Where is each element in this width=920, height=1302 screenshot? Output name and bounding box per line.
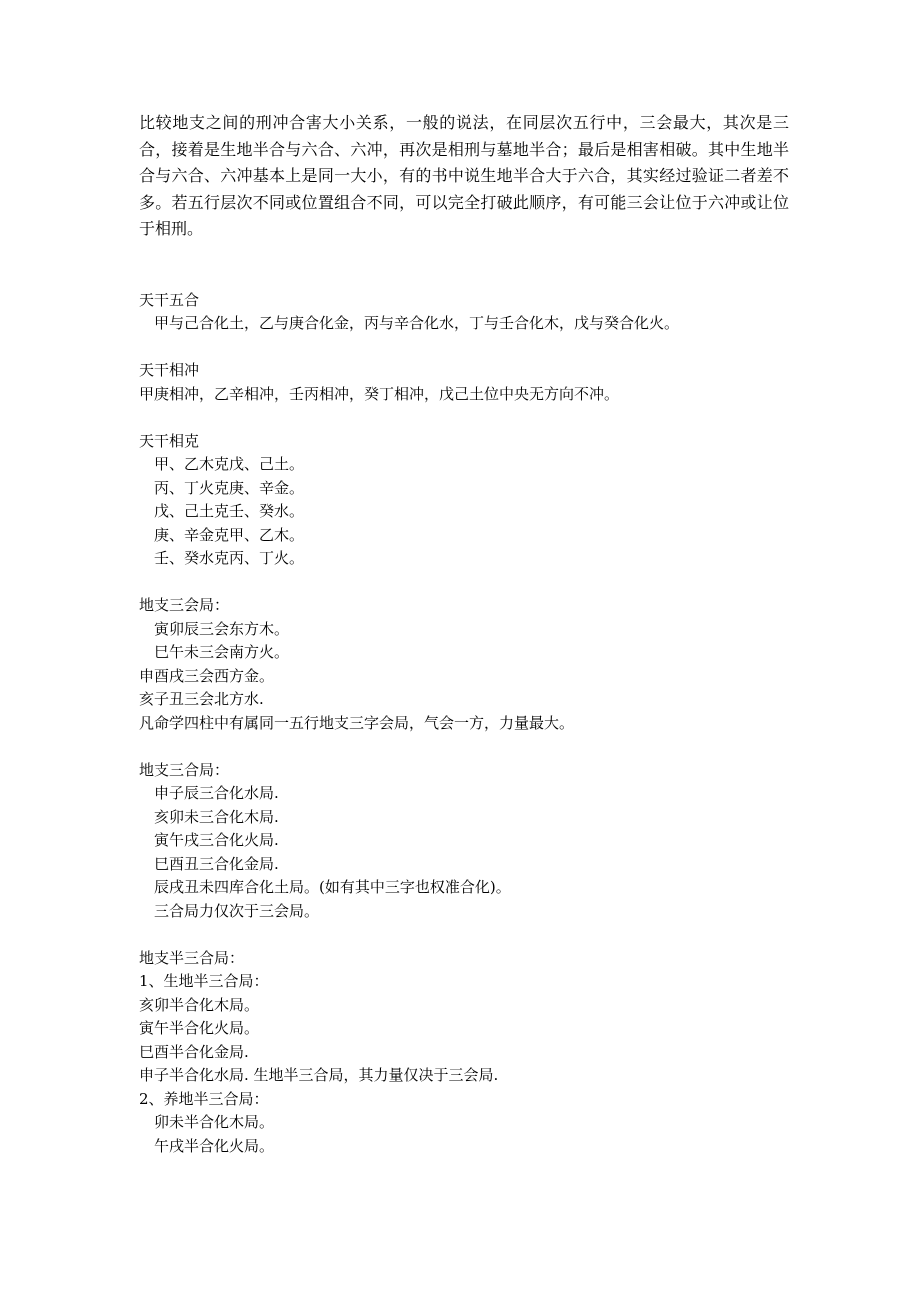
section-dizhi-sanhuiju: [139, 594, 789, 735]
section-title: 地支三合局：: [139, 760, 230, 779]
section-tiangan-wuhe: [139, 289, 789, 336]
section-line: 卯未半合化木局。: [154, 1113, 275, 1131]
section-title: 天干相冲: [139, 361, 200, 379]
spacer: [139, 735, 789, 759]
spacer: [139, 571, 789, 595]
section-line: 巳酉丑三合化金局.: [154, 854, 279, 873]
section-line: 寅午半合化火局。: [139, 1019, 260, 1037]
spacer: [139, 923, 789, 947]
section-line: 巳酉半合化金局.: [139, 1042, 249, 1061]
section-title: 地支半三合局：: [139, 948, 245, 967]
section-line: 甲与己合化土，乙与庚合化金，丙与辛合化水，丁与壬合化木，戊与癸合化火。: [154, 314, 680, 332]
section-line: 甲庚相冲，乙辛相冲，壬丙相冲，癸丁相冲，戊己土位中央无方向不冲。: [139, 384, 620, 403]
section-line: 1、生地半三合局：: [139, 972, 269, 990]
section-line: 戊、己土克壬、癸水。: [154, 502, 305, 520]
section-dizhi-bansanheju: [139, 947, 789, 1159]
spacer: [139, 406, 789, 430]
section-line: 辰戌丑未四库合化土局。(如有其中三字也权准合化)。: [154, 878, 511, 896]
section-line: 巳午未三会南方火。: [154, 643, 290, 661]
section-line: 三合局力仅次于三会局。: [154, 901, 320, 920]
section-line: 2、养地半三合局：: [139, 1089, 269, 1108]
section-line: 凡命学四柱中有属同一五行地支三字会局，气会一方，力量最大。: [139, 713, 575, 732]
section-tiangan-xiangke: [139, 430, 789, 571]
spacer: [139, 243, 789, 289]
section-title: 天干五合: [139, 290, 200, 309]
section-title: 天干相克: [139, 431, 200, 450]
section-line: 甲、乙木克戊、己土。: [154, 455, 305, 473]
intro-paragraph: 比较地支之间的刑冲合害大小关系，一般的说法，在同层次五行中，三会最大，其次是三合，接着是生地半合与六合、六冲，再次是相刑与墓地半合；最后是相害相破。其中生地半合与六合、六冲基本上是同一大小，有的书中说生地半合大于六合，其实经过验证二者差不多。若五行层次不同或位置组合不同，可以完全打破此顺序，有可能三会让位于六冲或让位于相刑。: [139, 113, 789, 238]
section-line: 申子辰三合化水局.: [154, 784, 279, 802]
section-line: 午戌半合化火局。: [154, 1136, 275, 1155]
section-line: 庚、辛金克甲、乙木。: [154, 525, 305, 544]
section-line: 申酉戌三会西方金。: [139, 666, 275, 685]
spacer: [139, 336, 789, 360]
section-tiangan-xiangchong: [139, 359, 789, 406]
section-line: 壬、癸水克丙、丁火。: [154, 549, 305, 567]
section-line: 亥卯未三合化木局.: [154, 807, 279, 826]
section-line: 申子半合化水局. 生地半三合局，其力量仅决于三会局.: [139, 1066, 499, 1084]
section-line: 寅卯辰三会东方木。: [154, 619, 290, 638]
document-page: [139, 110, 789, 1158]
section-line: 丙、丁火克庚、辛金。: [154, 478, 305, 497]
section-line: 寅午戌三合化火局.: [154, 831, 279, 849]
section-dizhi-sanheju: [139, 759, 789, 924]
section-title: 地支三会局：: [139, 596, 230, 614]
section-line: 亥卯半合化木局。: [139, 995, 260, 1014]
section-line: 亥子丑三会北方水.: [139, 690, 264, 708]
